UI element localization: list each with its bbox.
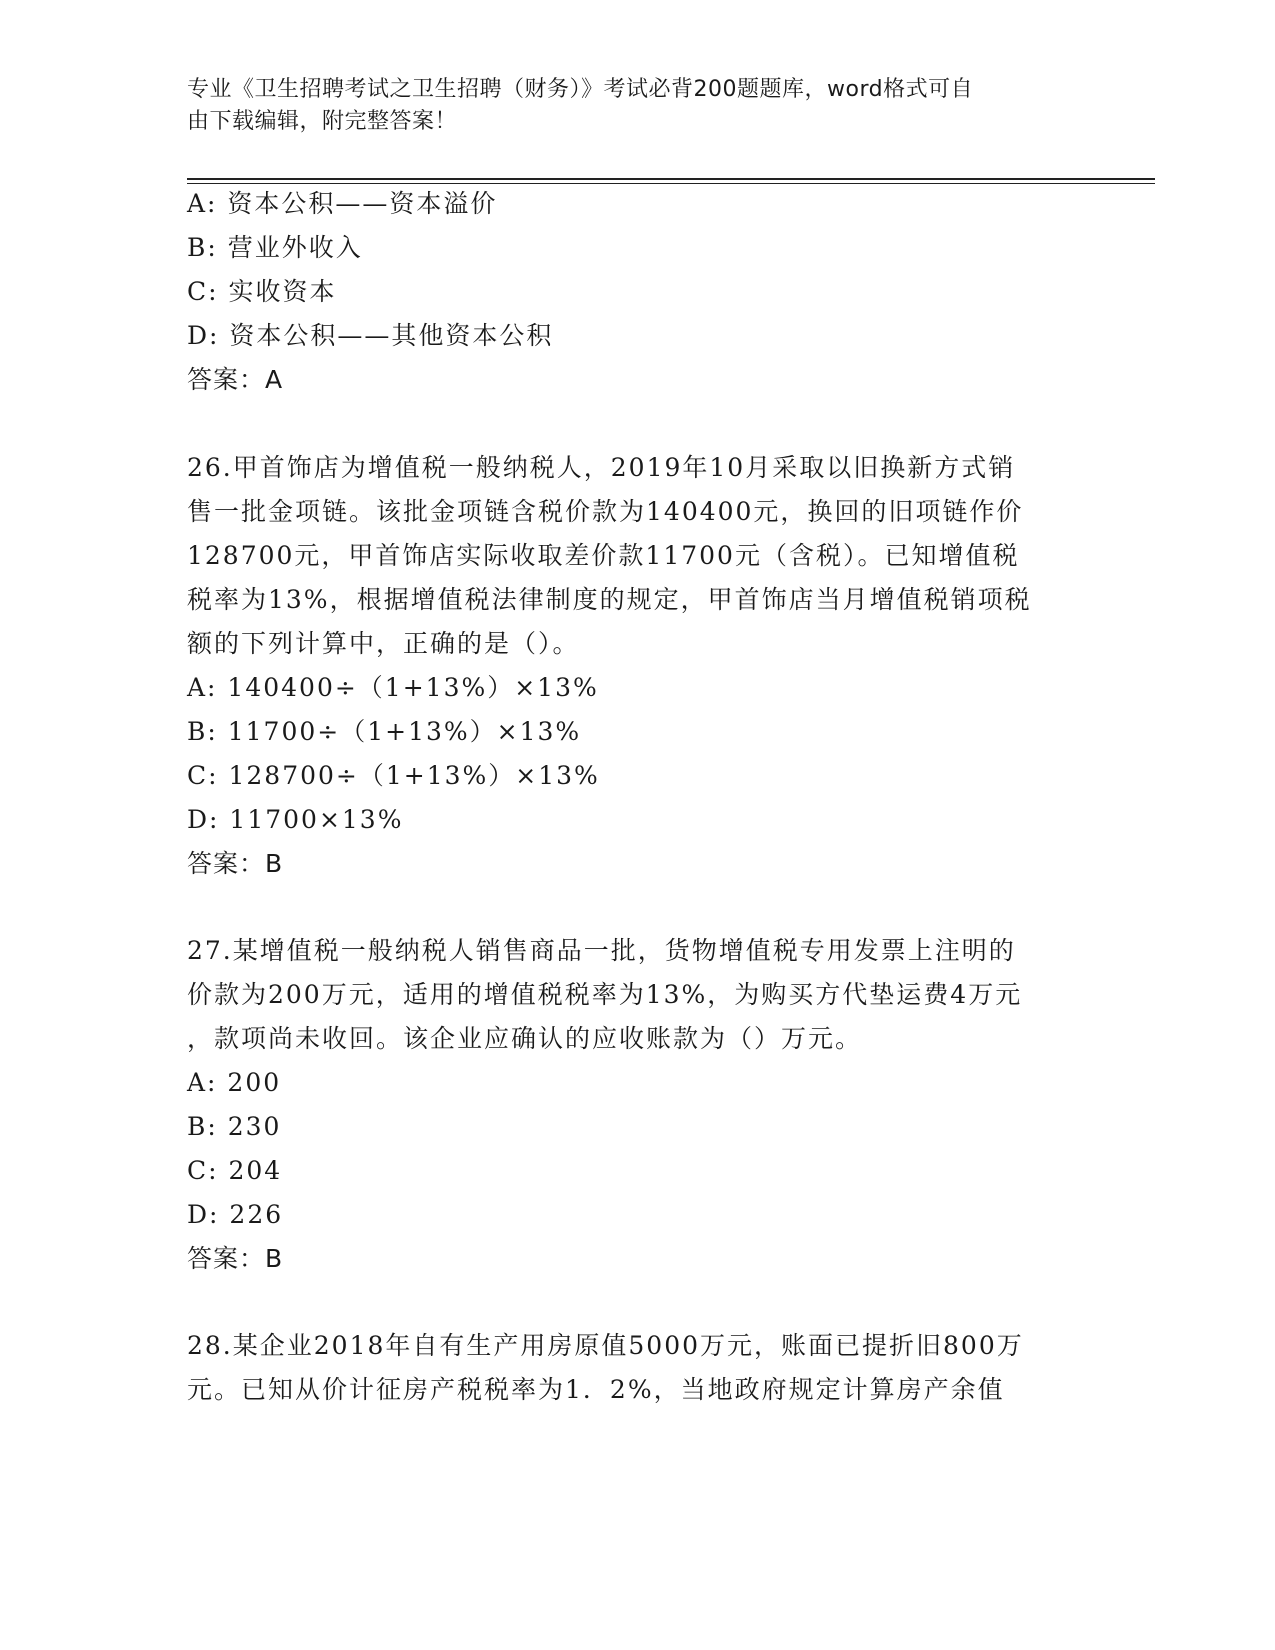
q25-option-b: B: 营业外收入 xyxy=(187,233,363,262)
q25-option-d: D: 资本公积——其他资本公积 xyxy=(187,321,554,350)
q26-option-d: D: 11700×13% xyxy=(187,805,404,834)
document-header xyxy=(187,74,1067,138)
q27-line-2: 价款为200万元，适用的增值税税率为13%，为购买方代垫运费4万元 xyxy=(187,980,1023,1009)
q27-answer: 答案：B xyxy=(187,1244,284,1273)
q26-answer: 答案：B xyxy=(187,849,284,878)
q27-line-3: ，款项尚未收回。该企业应确认的应收账款为（）万元。 xyxy=(187,1024,863,1053)
q27-line-1: 27.某增值税一般纳税人销售商品一批，货物增值税专用发票上注明的 xyxy=(187,936,1016,965)
q26-line-5: 额的下列计算中，正确的是（）。 xyxy=(187,629,580,658)
q26-line-1: 26.甲首饰店为增值税一般纳税人，2019年10月采取以旧换新方式销 xyxy=(187,453,1016,482)
header-line-1: 专业《卫生招聘考试之卫生招聘（财务）》考试必背200题题库，word格式可自 xyxy=(187,77,974,102)
q26-option-a: A: 140400÷（1+13%）×13% xyxy=(187,673,599,702)
q26-option-c: C: 128700÷（1+13%）×13% xyxy=(187,761,600,790)
q26-line-3: 128700元，甲首饰店实际收取差价款11700元（含税）。已知增值税 xyxy=(187,541,1020,570)
q26-line-4: 税率为13%，根据增值税法律制度的规定，甲首饰店当月增值税销项税 xyxy=(187,585,1032,614)
q27-option-d: D: 226 xyxy=(187,1200,284,1229)
q27-option-a: A: 200 xyxy=(187,1068,282,1097)
q26-line-2: 售一批金项链。该批金项链含税价款为140400元，换回的旧项链作价 xyxy=(187,497,1024,526)
q28-line-2: 元。已知从价计征房产税税率为1．2%，当地政府规定计算房产余值 xyxy=(187,1375,1005,1404)
q27-option-c: C: 204 xyxy=(187,1156,283,1185)
q25-answer: 答案：A xyxy=(187,365,284,394)
header-rule-thin xyxy=(187,183,1155,184)
q25-option-c: C: 实收资本 xyxy=(187,277,337,306)
q26-option-b: B: 11700÷（1+13%）×13% xyxy=(187,717,582,746)
q25-option-a: A: 资本公积——资本溢价 xyxy=(187,189,498,218)
q28-line-1: 28.某企业2018年自有生产用房原值5000万元，账面已提折旧800万 xyxy=(187,1331,1024,1360)
q27-option-b: B: 230 xyxy=(187,1112,282,1141)
header-line-2: 由下载编辑，附完整答案！ xyxy=(187,109,458,134)
header-rule-thick xyxy=(187,178,1155,180)
